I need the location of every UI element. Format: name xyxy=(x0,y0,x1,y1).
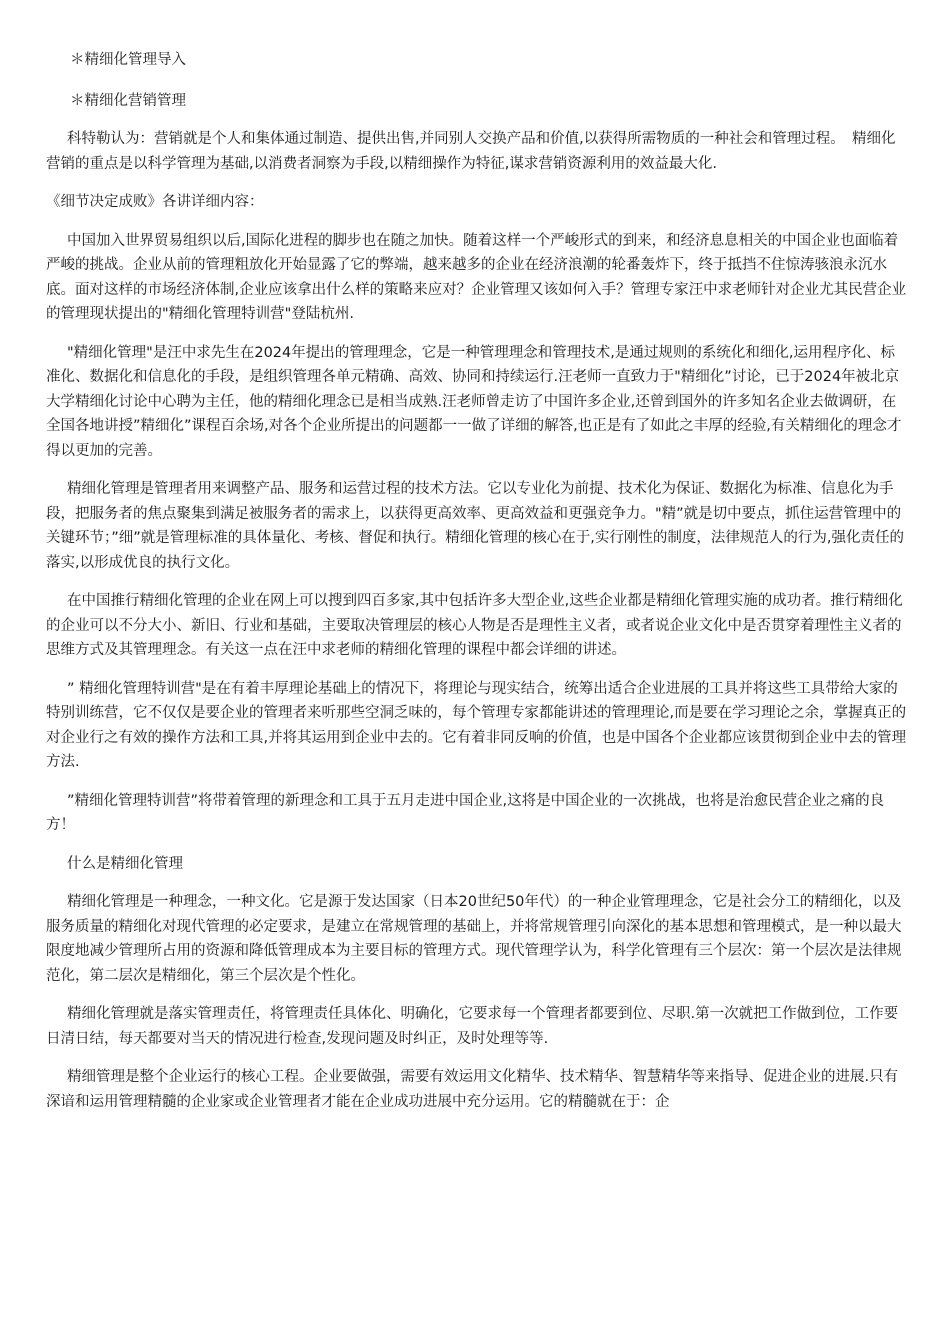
paragraph-technique: 精细化管理是管理者用来调整产品、服务和运营过程的技术方法。它以专业化为前提、技术化为保证、数据化为标准、信息化为手段，把服务者的焦点聚集到满足被服务者的需求上，以获得更高效率、更高效益和更强竞争力。"精”就是切中要点，抓住运营管理中的关键环节；”细”就是管理标准的具体量化、考核、督促和执行。精细化管理的核心在于,实行刚性的制度，法律规范人的行为,强化责任的落实,以形成优良的执行文化。 xyxy=(46,481,904,571)
paragraph-philosophy: 精细化管理是一种理念，一种文化。它是源于发达国家（日本20世纪50年代）的一种企业管理理念，它是社会分工的精细化，以及服务质量的精细化对现代管理的必定要求，是建立在常规管理的基础上，并将常规管理引向深化的基本思想和管理模式，是一种以最大限度地减少管理所占用的资源和降低管理成本为主要目标的管理方式。现代管理学认为，科学化管理有三个层次：第一个层次是法律规范化，第二层次是精细化，第三个层次是个性化。 xyxy=(46,894,902,984)
paragraph-core-project: 精细管理是整个企业运行的核心工程。企业要做强，需要有效运用文化精华、技术精华、智慧精华等来指导、促进企业的进展.只有深谙和运用管理精髓的企业家或企业管理者才能在企业成功进展中充分运用。它的精髓就在于：企 xyxy=(46,1069,899,1110)
paragraph-wto: 中国加入世界贸易组织以后,国际化进程的脚步也在随之加快。随着这样一个严峻形式的到来，和经济息息相关的中国企业也面临着严峻的挑战。企业从前的管理粗放化开始显露了它的弊端，越来越多的企业在经济浪潮的轮番轰炸下，终于抵挡不住惊涛骇浪永沉水底。面对这样的市场经济体制,企业应该拿出什么样的策略来应对？企业管理又该如何入手？管理专家汪中求老师针对企业尤其民营企业的管理现状提出的"精细化管理特训营"登陆杭州. xyxy=(46,232,907,322)
section-heading-intro: ＊精细化管理导入 xyxy=(70,52,186,68)
paragraph-kotler: 科特勒认为：营销就是个人和集体通过制造、提供出售,并同别人交换产品和价值,以获得所需物质的一种社会和管理过程。 精细化营销的重点是以科学管理为基础,以消费者洞察为手段,以精细操作为特征,谋求营销资源利用的效益最大化. xyxy=(46,131,896,172)
paragraph-what-is: 什么是精细化管理 xyxy=(67,855,183,872)
paragraph-may: ”精细化管理特训营”将带着管理的新理念和工具于五月走进中国企业,这将是中国企业的一次挑战，也将是治愈民营企业之痛的良方！ xyxy=(46,792,885,833)
paragraph-book-title: 《细节决定成败》各讲详细内容： xyxy=(46,194,264,210)
paragraph-responsibility: 精细化管理就是落实管理责任，将管理责任具体化、明确化，它要求每一个管理者都要到位、尽职.第一次就把工作做到位，工作要日清日结，每天都要对当天的情况进行检查,发现问题及时纠正，及时处理等等. xyxy=(46,1006,899,1047)
paragraph-enterprises: 在中国推行精细化管理的企业在网上可以搜到四百多家,其中包括许多大型企业,这些企业都是精细化管理实施的成功者。推行精细化的企业可以不分大小、新旧、行业和基础，主要取决管理层的核心人物是否是理性主义者，或者说企业文化中是否贯穿着理性主义者的思维方式及其管理理念。有关这一点在汪中求老师的精细化管理的课程中都会详细的讲述。 xyxy=(46,593,903,658)
paragraph-training-camp: ” 精细化管理特训营"是在有着丰厚理论基础上的情况下，将理论与现实结合，统筹出适合企业进展的工具并将这些工具带给大家的特别训练营，它不仅仅是要企业的管理者来听那些空洞乏味的，每个管理专家都能讲述的管理理论,而是要在学习理论之余，掌握真正的对企业行之有效的操作方法和工具,并将其运用到企业中去的。它有着非同反响的价值，也是中国各个企业都应该贯彻到企业中去的管理方法. xyxy=(46,680,907,770)
document-page xyxy=(46,48,908,1128)
section-heading-marketing: ＊精细化营销管理 xyxy=(70,92,186,109)
paragraph-concept: "精细化管理"是汪中求先生在2024年提出的管理理念，它是一种管理理念和管理技术,是通过规则的系统化和细化,运用程序化、标准化、数据化和信息化的手段，是组织管理各单元精确、高效、协同和持续运行.汪老师一直致力于"精细化”讨论，已于2024年被北京大学精细化讨论中心聘为主任，他的精细化理念已是相当成熟.汪老师曾走访了中国许多企业,还曾到国外的许多知名企业去做调研，在全国各地讲授”精细化”课程百余场,对各个企业所提出的问题都一一做了详细的解答,也正是有了如此之丰厚的经验,有关精细化的理念才得以更加的完善。 xyxy=(46,344,902,459)
